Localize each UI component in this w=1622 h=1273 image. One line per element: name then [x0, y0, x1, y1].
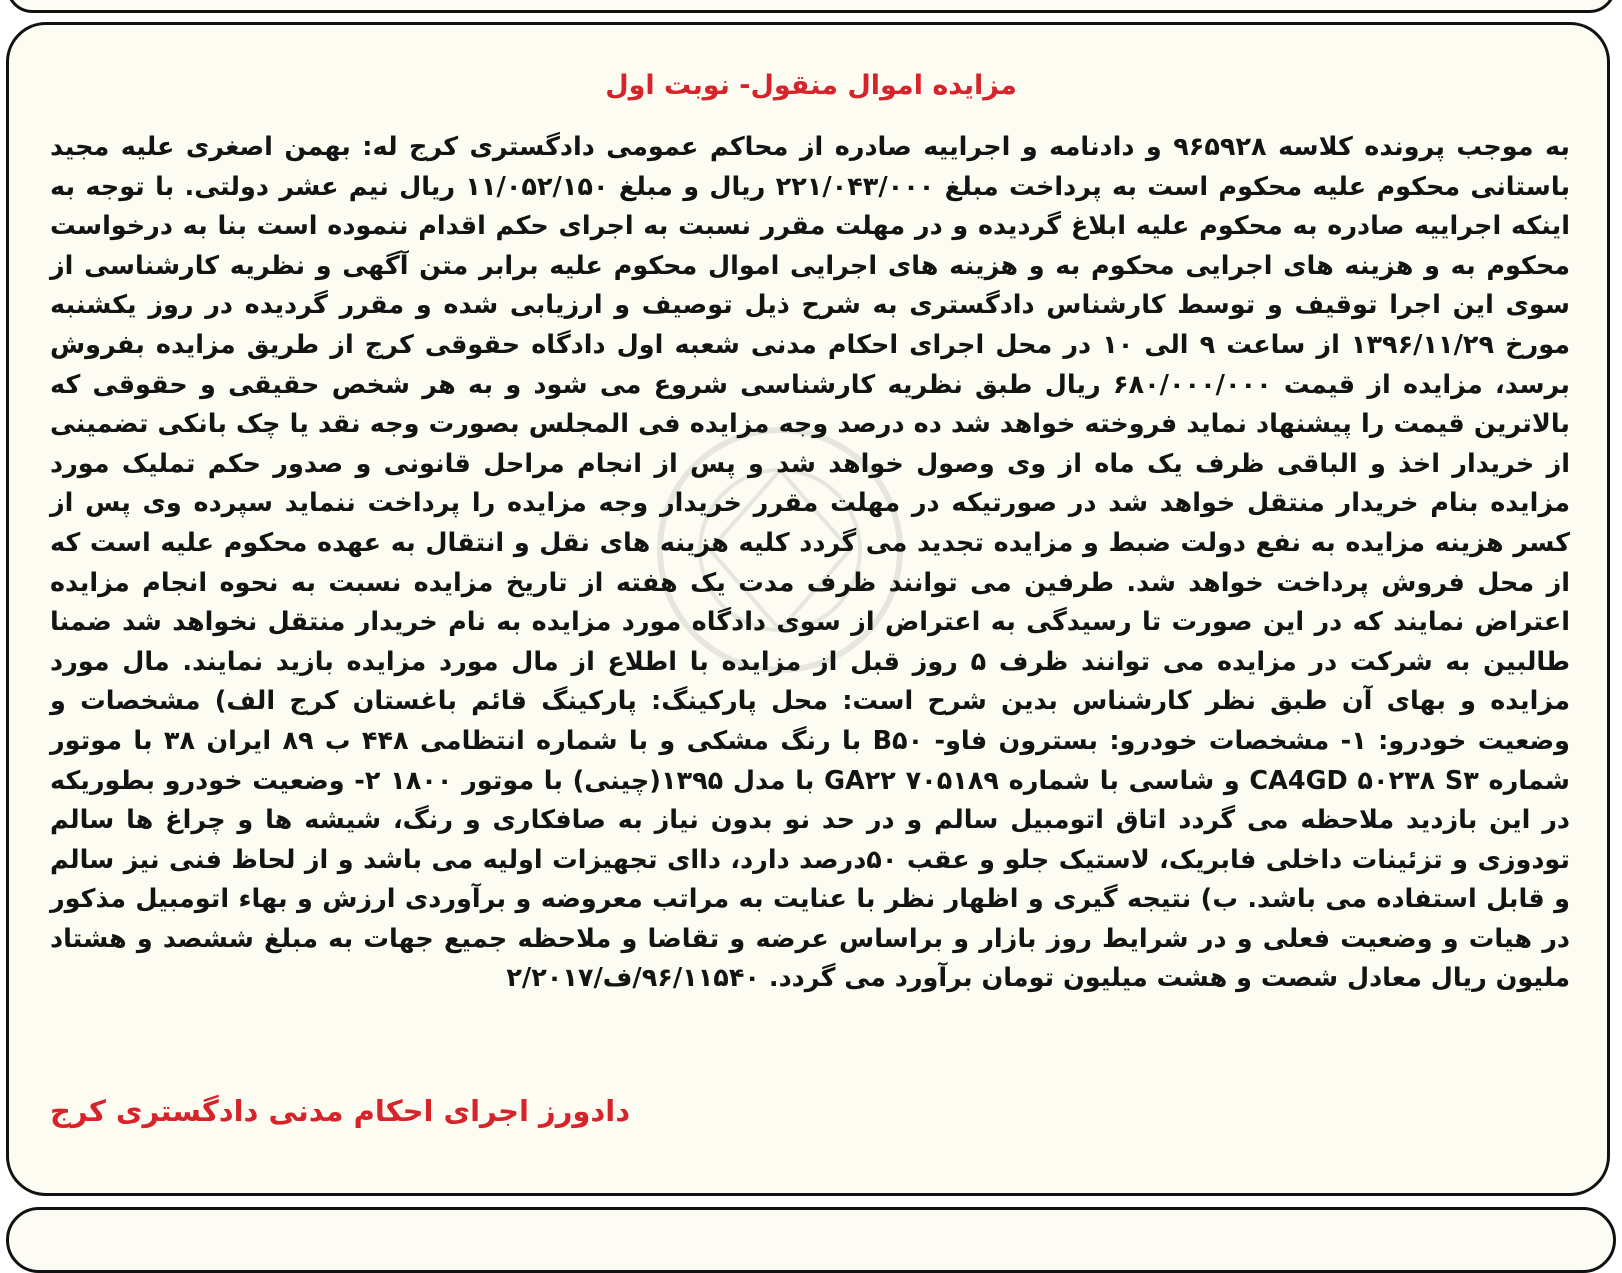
next-notice-box-edge [6, 1207, 1616, 1273]
notice-body: به موجب پرونده کلاسه ۹۶۵۹۲۸ و دادنامه و اجراییه صادره از محاکم عمومی دادگستری کرج له: بهمن اصغری علیه مجید باستانی محکوم علیه محکوم است به پرداخت مبلغ ۲۲۱/۰۴۳/۰۰۰ ریال و مبلغ ۱۱/۰۵۲/۱۵۰ ریال نیم عشر دولتی. با توجه به اینکه اجراییه صادره به محکوم علیه ابلاغ گردیده و در مهلت مقرر نسبت به اجرای حکم اقدام ننموده است بنا به درخواست محکوم به و هزینه های اجرایی محکوم به و هزینه های اجرایی اموال محکوم علیه برابر متن آگهی و نظریه کارشناسی از سوی این اجرا توقیف و توسط کارشناس دادگستری به شرح ذیل توصیف و ارزیابی شده و مقرر گردیده در روز یکشنبه مورخ ۱۳۹۶/۱۱/۲۹ از ساعت ۹ الی ۱۰ در محل اجرای احکام مدنی شعبه اول دادگاه حقوقی کرج از طریق مزایده بفروش برسد، مزایده از قیمت ۶۸۰/۰۰۰/۰۰۰ ریال طبق نظریه کارشناسی شروع می شود و به هر شخص حقیقی و حقوقی که بالاترین قیمت را پیشنهاد نماید فروخته خواهد شد ده درصد وجه مزایده فی المجلس بصورت وجه نقد یا چک بانکی تضمینی از خریدار اخذ و الباقی ظرف یک ماه از وی وصول خواهد شد و پس از انجام مراحل قانونی و صدور حکم تملیک مورد مزایده بنام خریدار منتقل خواهد شد در صورتیکه در مهلت مقرر خریدار وجه مزایده را پرداخت ننماید سپرده وی پس از کسر هزینه مزایده به نفع دولت ضبط و مزایده تجدید می گردد کلیه هزینه های نقل و انتقال به عهده محکوم علیه است که از محل فروش پرداخت خواهد شد. طرفین می توانند ظرف مدت یک هفته از تاریخ مزایده نسبت به نحوه انجام مزایده اعتراض نمایند که در این صورت تا رسیدگی به اعتراض از سوی دادگاه مورد مزایده به نام خریدار منتقل نخواهد شد ضمنا طالبین به شرکت در مزایده می توانند ظرف ۵ روز قبل از مزایده با اطلاع از مال مورد مزایده بازید نمایند. مال مورد مزایده و بهای آن طبق نظر کارشناس بدین شرح است: محل پارکینگ: پارکینگ قائم باغستان کرج الف) مشخصات و وضعیت خودرو: ۱- مشخصات خودرو: بسترون فاو- B۵۰ با رنگ مشکی و با شماره انتظامی ۴۴۸ ب ۸۹ ایران ۳۸ با موتور شماره CA4GD ۵۰۲۳۸ S۳ و شاسی با شماره ۷۰۵۱۸۹ GA۲۲ با مدل ۱۳۹۵(چینی) با موتور ۱۸۰۰ ۲- وضعیت خودرو بطوریکه در این بازدید ملاحظه می گردد اتاق اتومبیل سالم و در حد نو بدون نیاز به صافکاری و رنگ، شیشه ها و چراغ ها سالم تودوزی و تزئینات داخلی فابریک، لاستیک جلو و عقب ۵۰درصد دارد، داای تجهیزات اولیه می باشد و از لحاظ فنی نیز سالم و قابل استفاده می باشد. ب) نتیجه گیری و اظهار نظر با عنایت به مراتب معروضه و برآوردی ارزش و بهاء اتومبیل مذکور در هیات و وضعیت فعلی و در شرایط روز بازار و براساس عرضه و تقاضا و ملاحظه جمیع جهات به مبلغ ششصد و هشتاد ملیون ریال معادل شصت و هشت میلیون تومان برآورد می گردد. ۹۶/۱۱۵۴۰/ف/۲/۲۰۱۷ [50, 132, 1571, 994]
notice-signature: دادورز اجرای احکام مدنی دادگستری کرج [50, 1094, 631, 1128]
notice-title: مزایده اموال منقول- نوبت اول [605, 70, 1017, 101]
previous-notice-box-edge [6, 0, 1616, 13]
